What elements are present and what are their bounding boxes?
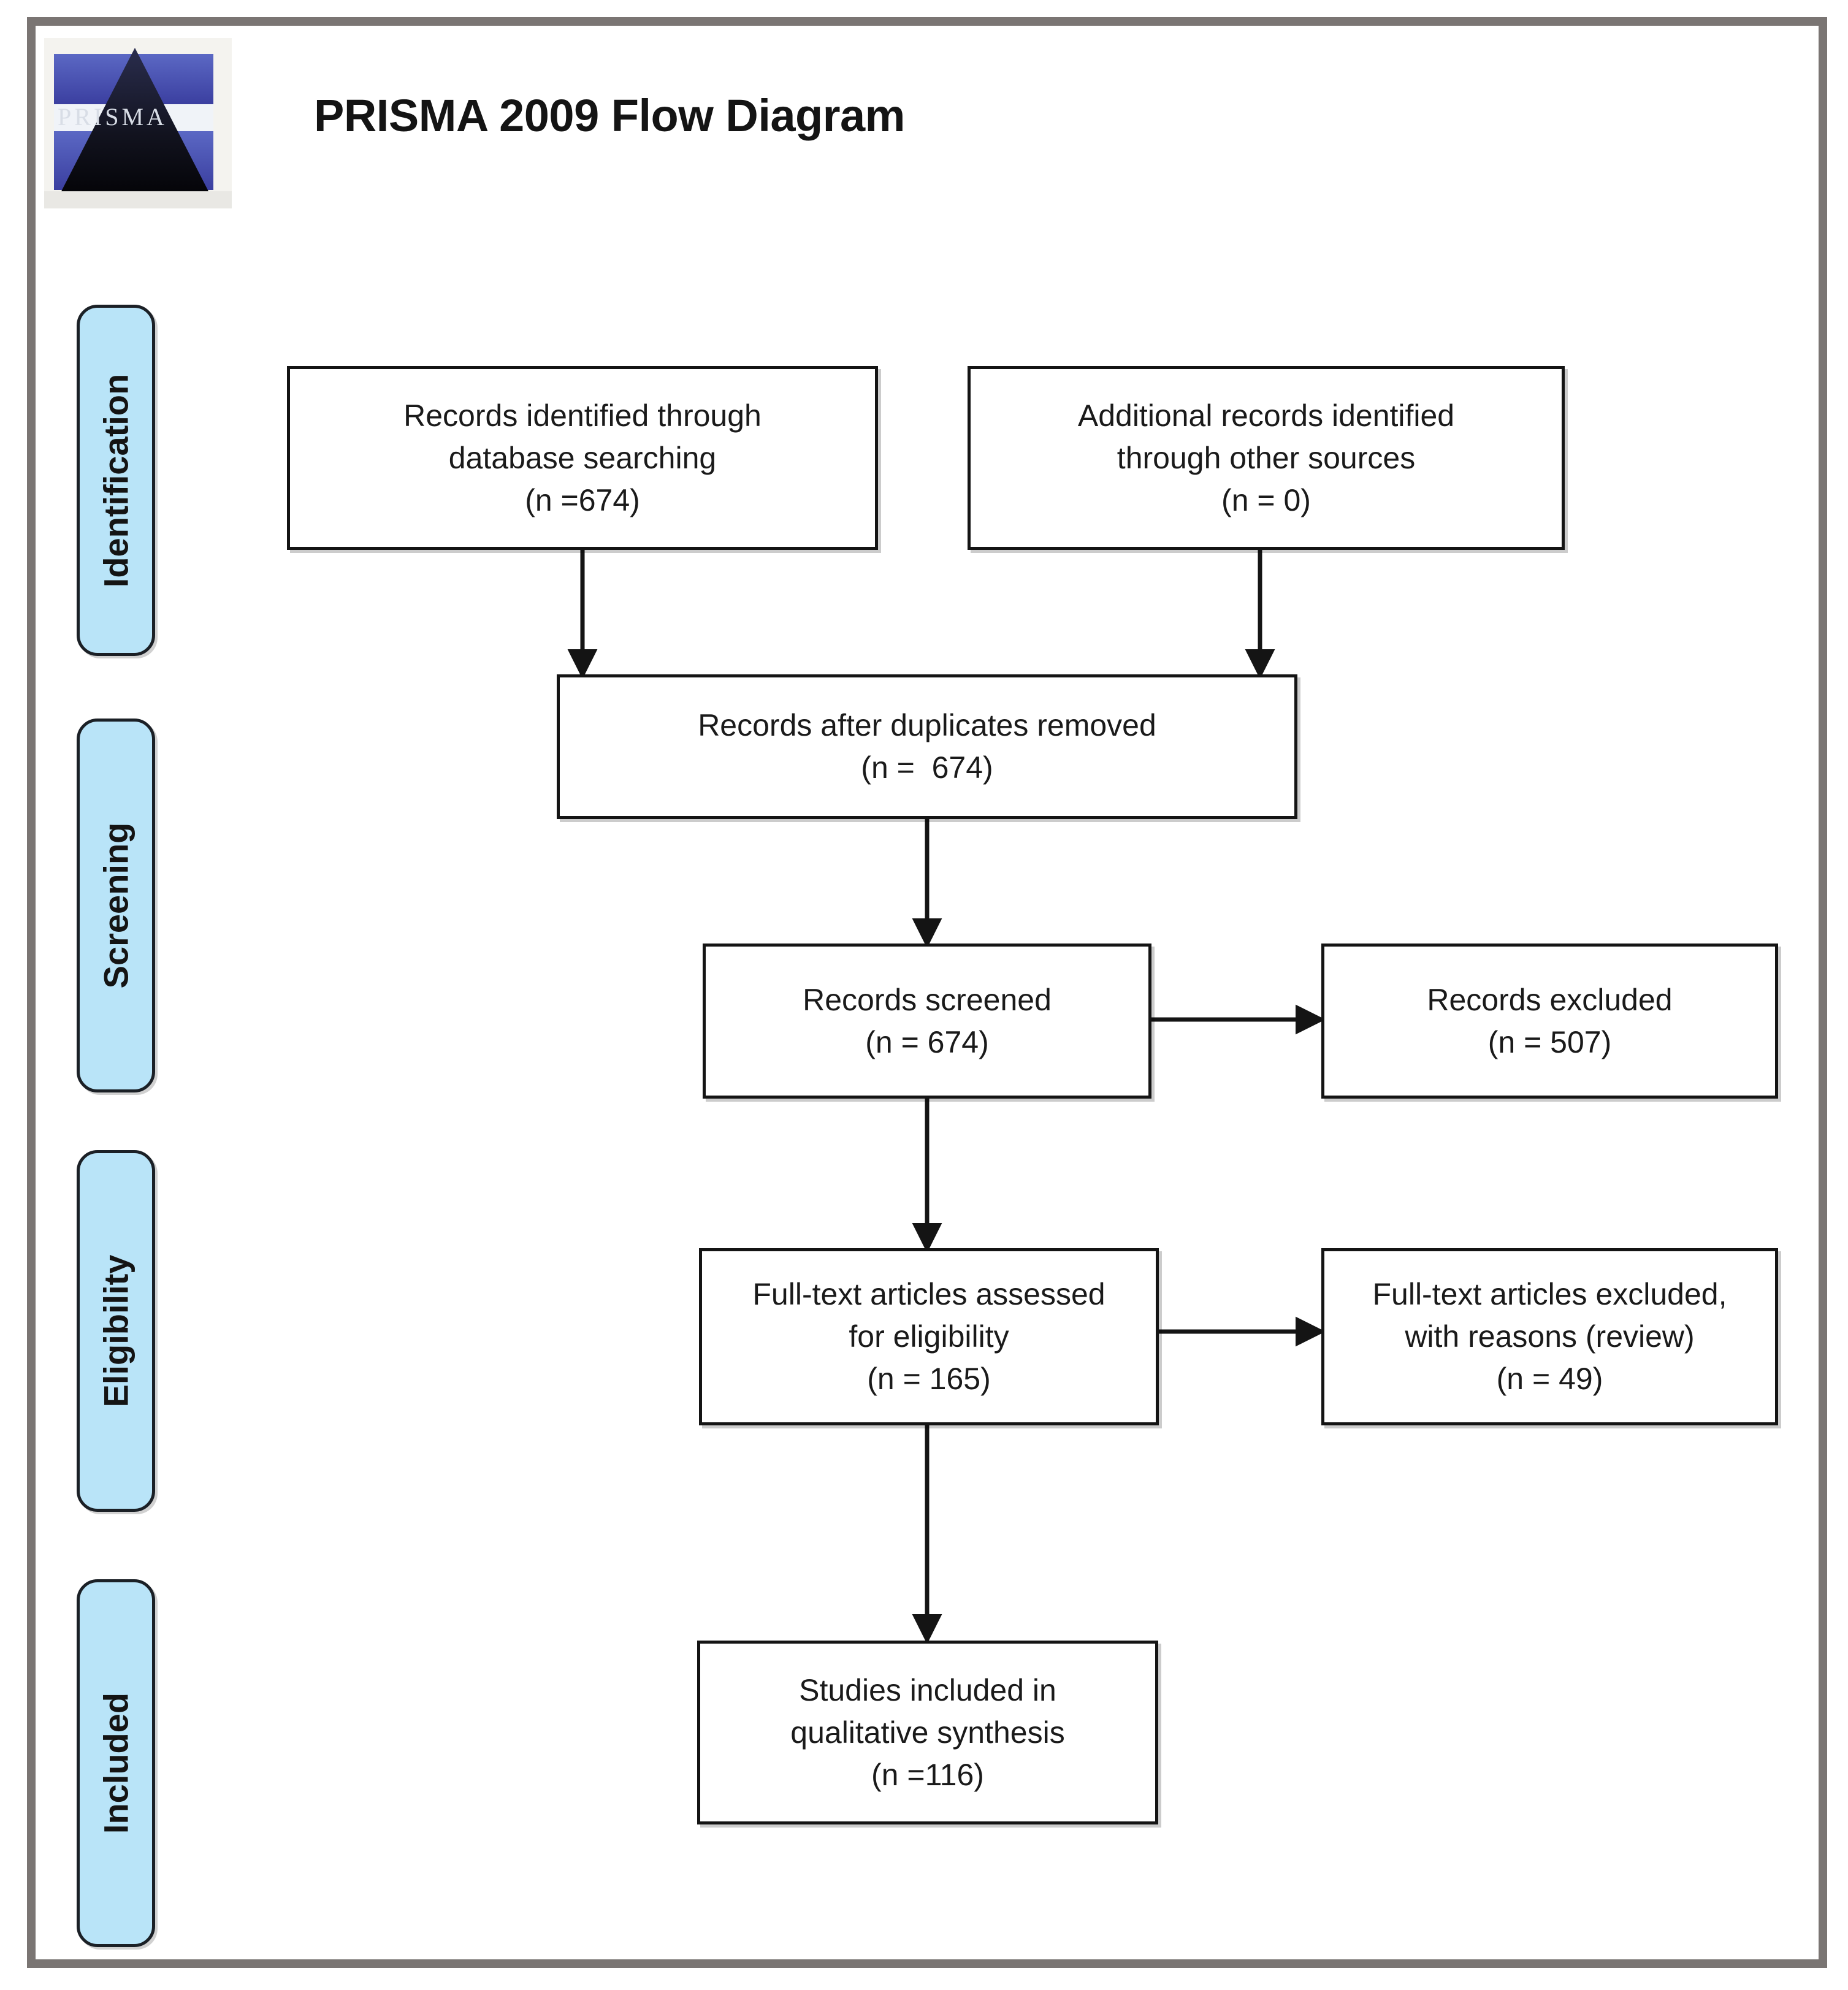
box-line-3: (n =116) bbox=[871, 1757, 984, 1792]
box-records-after-duplicates bbox=[557, 674, 1297, 819]
box-line-3: (n = 165) bbox=[867, 1362, 991, 1396]
box-studies-included-qualitative bbox=[697, 1641, 1158, 1824]
box-fulltext-assessed bbox=[699, 1248, 1159, 1425]
prisma-logo bbox=[44, 38, 232, 208]
box-records-screened bbox=[703, 944, 1151, 1099]
box-line-2: qualitative synthesis bbox=[790, 1715, 1065, 1750]
box-line-2: with reasons (review) bbox=[1405, 1319, 1695, 1354]
box-line-1: Full-text articles excluded, bbox=[1372, 1277, 1727, 1311]
box-line-2: database searching bbox=[448, 440, 717, 475]
stage-pill-included bbox=[77, 1579, 155, 1947]
box-line-2: for eligibility bbox=[849, 1319, 1009, 1354]
prisma-logo-icon bbox=[44, 38, 232, 208]
box-line-1: Additional records identified bbox=[1077, 398, 1455, 433]
box-line-3: (n = 49) bbox=[1496, 1362, 1603, 1396]
box-line-1: Full-text articles assessed bbox=[752, 1277, 1105, 1311]
box-records-excluded bbox=[1321, 944, 1778, 1099]
stage-label-included: Included bbox=[96, 1692, 136, 1834]
box-line-1: Studies included in bbox=[799, 1672, 1056, 1707]
box-line-1: Records excluded bbox=[1427, 982, 1673, 1017]
box-line-1: Records identified through bbox=[403, 398, 762, 433]
stage-label-eligibility: Eligibility bbox=[96, 1254, 136, 1408]
box-line-1: Records after duplicates removed bbox=[698, 708, 1156, 742]
stage-pill-eligibility bbox=[77, 1150, 155, 1512]
page-title: PRISMA 2009 Flow Diagram bbox=[314, 90, 905, 141]
box-line-2: through other sources bbox=[1117, 440, 1416, 475]
stage-label-screening: Screening bbox=[96, 822, 136, 989]
box-line-1: Records screened bbox=[803, 982, 1052, 1017]
box-line-2: (n = 674) bbox=[861, 750, 993, 785]
stage-pill-screening bbox=[77, 719, 155, 1092]
stage-label-identification: Identification bbox=[96, 373, 136, 587]
box-line-2: (n = 674) bbox=[865, 1024, 989, 1059]
box-line-2: (n = 507) bbox=[1487, 1024, 1612, 1059]
svg-text:PRISMA: PRISMA bbox=[58, 103, 167, 131]
box-fulltext-excluded bbox=[1321, 1248, 1778, 1425]
box-line-3: (n = 0) bbox=[1221, 482, 1311, 517]
box-line-3: (n =674) bbox=[525, 482, 640, 517]
box-records-identified-database bbox=[287, 366, 878, 550]
stage-pill-identification bbox=[77, 305, 155, 656]
box-records-identified-other bbox=[968, 366, 1565, 550]
